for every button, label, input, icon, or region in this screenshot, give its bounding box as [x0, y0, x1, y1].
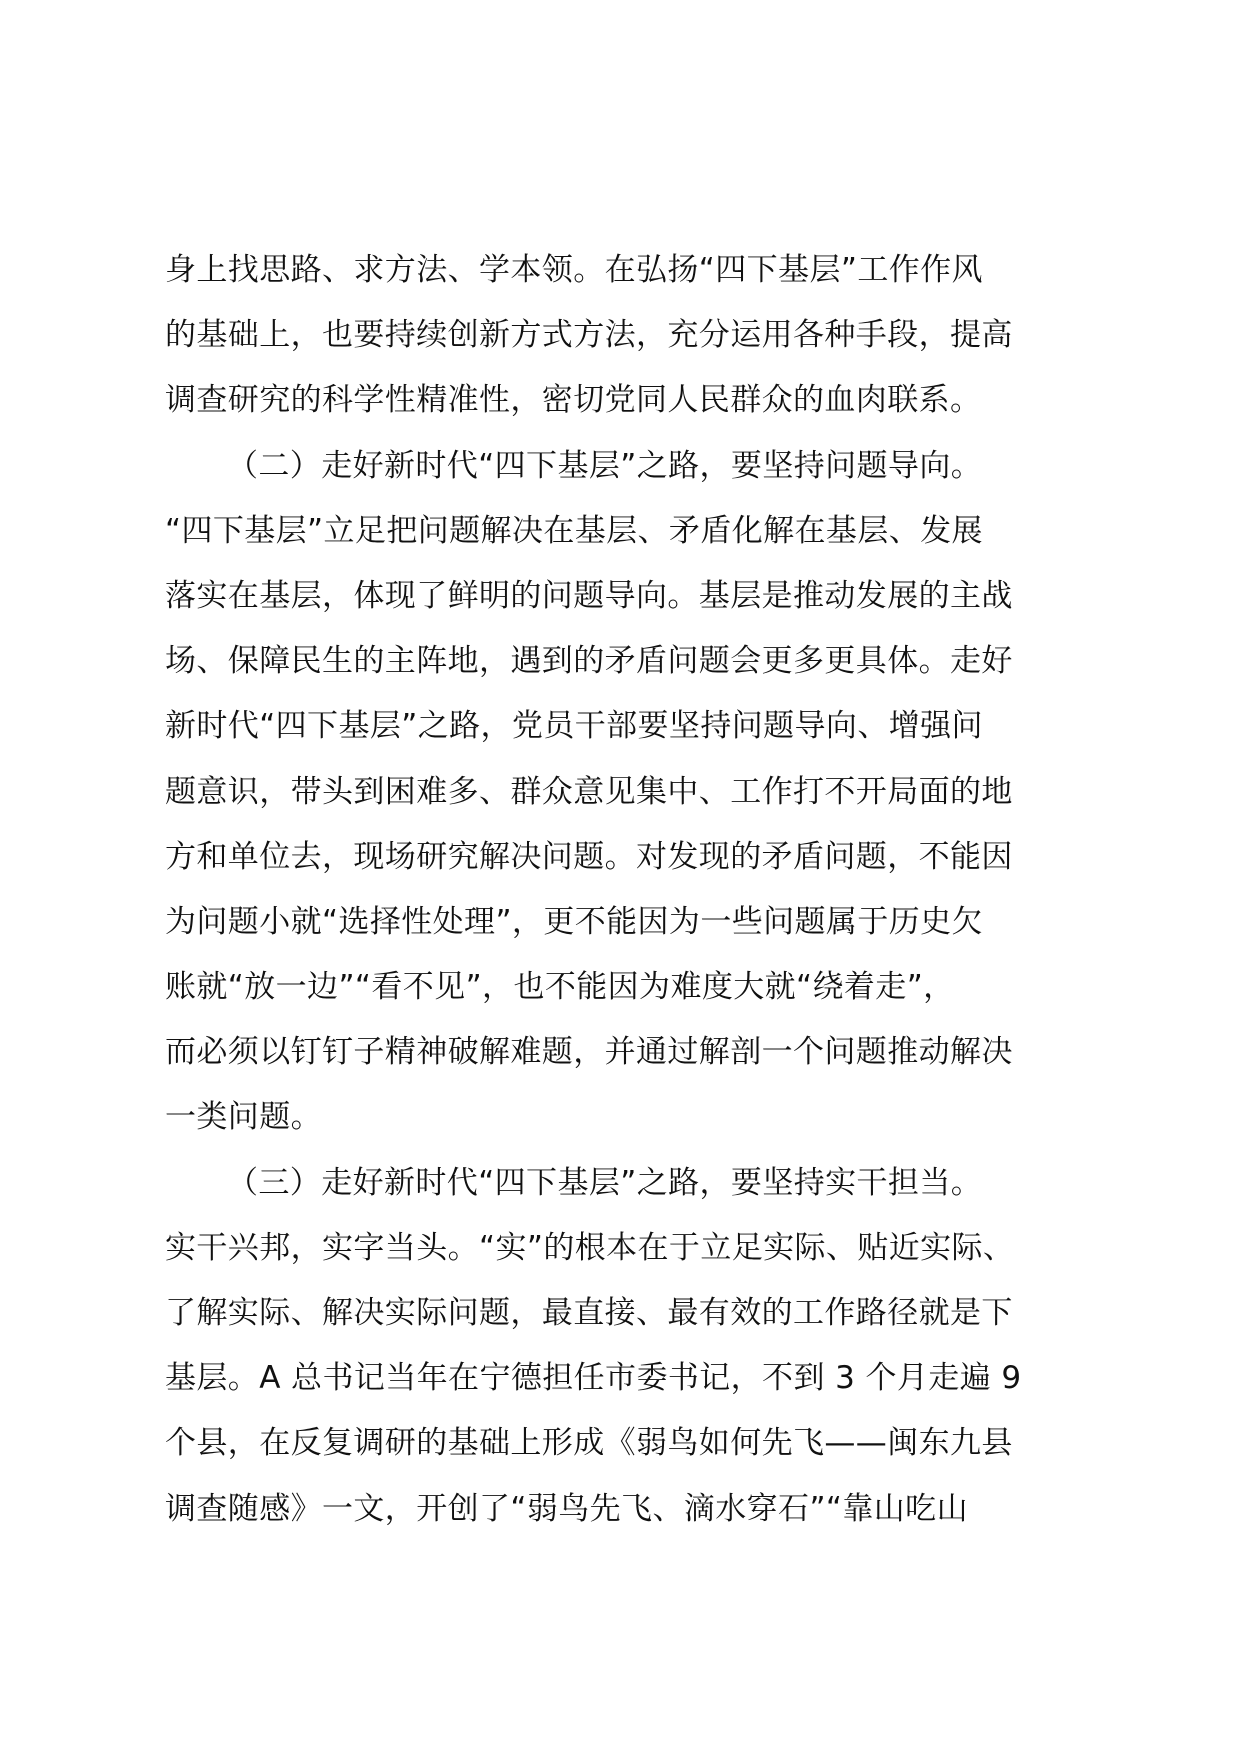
text-line: 方和单位去，现场研究解决问题。对发现的矛盾问题，不能因 [165, 838, 1013, 875]
text-line: 账就“放一边”“看不见”，也不能因为难度大就“绕着走”， [165, 969, 955, 1006]
text-line: 实干兴邦，实字当头。“实”的根本在于立足实际、贴近实际、 [165, 1229, 1015, 1266]
text-line: 调查研究的科学性精准性，密切党同人民群众的血肉联系。 [165, 382, 982, 419]
text-line: 落实在基层，体现了鲜明的问题导向。基层是推动发展的主战 [165, 577, 1013, 614]
text-line: 调查随感》一文，开创了“弱鸟先飞、滴水穿石”“靠山吃山 [165, 1490, 968, 1527]
text-line: 而必须以钉钉子精神破解难题，并通过解剖一个问题推动解决 [165, 1034, 1013, 1071]
text-line: “四下基层”立足把问题解决在基层、矛盾化解在基层、发展 [165, 512, 983, 549]
text-line: 身上找思路、求方法、学本领。在弘扬“四下基层”工作作风 [165, 252, 983, 288]
text-line: 基层。A 总书记当年在宁德担任市委书记，不到 3 个月走遍 9 [165, 1360, 1022, 1397]
body-text [165, 238, 1077, 1542]
text-line: 个县，在反复调研的基础上形成《弱鸟如何先飞——闽东九县 [165, 1425, 1013, 1462]
section-heading-line: （二）走好新时代“四下基层”之路，要坚持问题导向。 [227, 447, 983, 484]
text-line: 场、保障民生的主阵地，遇到的矛盾问题会更多更具体。走好 [165, 643, 1013, 680]
text-line: 的基础上，也要持续创新方式方法，充分运用各种手段，提高 [165, 317, 1013, 354]
text-line: 为问题小就“选择性处理”，更不能因为一些问题属于历史欠 [165, 903, 983, 940]
text-line: 一类问题。 [165, 1099, 322, 1136]
text-line: 新时代“四下基层”之路，党员干部要坚持问题导向、增强问 [165, 708, 983, 745]
text-line: 题意识，带头到困难多、群众意见集中、工作打不开局面的地 [165, 773, 1013, 810]
section-heading-line: （三）走好新时代“四下基层”之路，要坚持实干担当。 [227, 1164, 983, 1201]
text-line: 了解实际、解决实际问题，最直接、最有效的工作路径就是下 [165, 1295, 1013, 1331]
